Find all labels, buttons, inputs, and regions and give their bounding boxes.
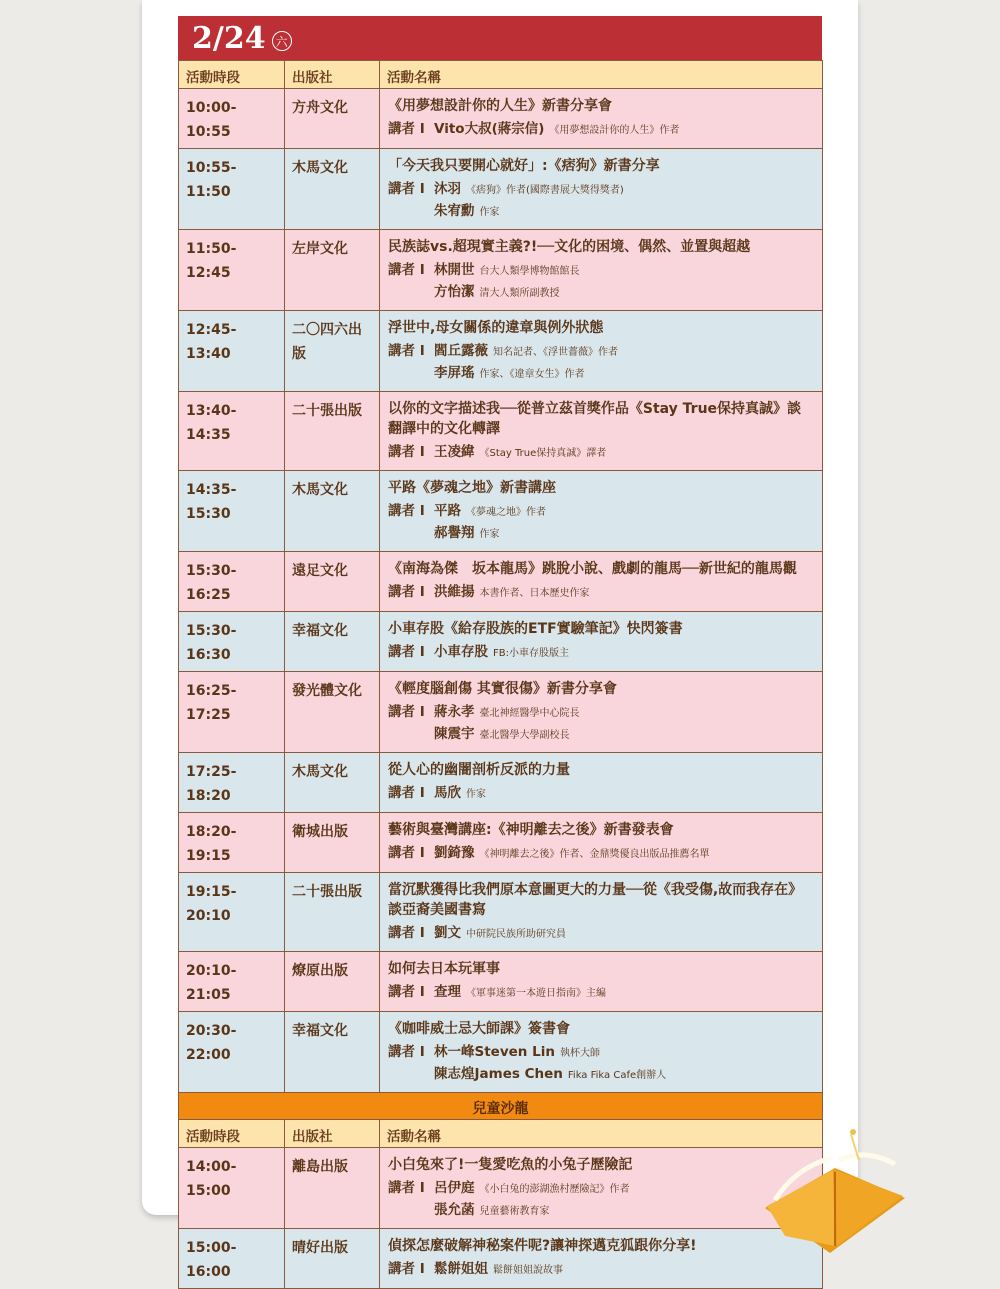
speaker-desc: 台大人類學博物館館長 (479, 266, 580, 277)
speaker-label: 講者 I (388, 503, 425, 519)
speaker-label: 講者 I (388, 984, 425, 1000)
event-title: 《輕度腦創傷 其實很傷》新書分享會 (388, 681, 617, 697)
speaker-line (388, 201, 814, 223)
speaker-line (388, 341, 814, 363)
speaker-line (388, 923, 814, 945)
speaker-desc: 臺北醫學大學副校長 (479, 730, 570, 741)
event-publisher: 幸福文化 (285, 612, 380, 672)
event-time: 17:25-18:20 (179, 753, 285, 813)
event-title: 當沉默獲得比我們原本意圖更大的力量──從《我受傷,故而我存在》談亞裔美國書寫 (388, 882, 803, 918)
schedule-table (178, 60, 823, 1289)
event-activity (380, 471, 823, 552)
event-title: 從人心的幽闇剖析反派的力量 (388, 762, 570, 778)
speaker-desc: 《軍事迷第一本遊日指南》主編 (466, 988, 606, 999)
event-publisher: 二十張出版 (285, 873, 380, 952)
speaker-name: 小車存股 (434, 644, 488, 660)
speaker-name: 呂伊庭 (434, 1180, 475, 1196)
speaker-line (388, 1064, 814, 1086)
event-time: 15:00-16:00 (179, 1229, 285, 1289)
event-time: 20:10-21:05 (179, 952, 285, 1012)
speaker-label: 講者 I (388, 343, 425, 359)
event-publisher: 二十張出版 (285, 392, 380, 471)
speaker-name: 劉文 (434, 925, 461, 941)
speaker-name: 張允菡 (434, 1202, 475, 1218)
speaker-line (388, 501, 814, 523)
speaker-line (388, 1259, 814, 1281)
speaker-name: 林一峰Steven Lin (434, 1044, 555, 1060)
speaker-name: 郝譽翔 (434, 525, 475, 541)
weekday-badge: 六 (272, 31, 292, 51)
speaker-desc: 作家 (479, 529, 500, 540)
event-title: 藝術與臺灣講座:《神明離去之後》新書發表會 (388, 822, 674, 838)
table-row (179, 471, 823, 552)
event-title: 「今天我只要開心就好」:《痞狗》新書分享 (388, 158, 660, 174)
table-row (179, 952, 823, 1012)
event-activity (380, 392, 823, 471)
event-time: 14:35-15:30 (179, 471, 285, 552)
event-publisher: 方舟文化 (285, 89, 380, 149)
speaker-label: 講者 I (388, 785, 425, 801)
speaker-label: 講者 I (388, 704, 425, 720)
table-row (179, 89, 823, 149)
speaker-label: 講者 I (388, 444, 425, 460)
speaker-desc: 鬆餅姐姐說故事 (493, 1265, 563, 1276)
table-row (179, 612, 823, 672)
event-time: 16:25-17:25 (179, 672, 285, 753)
open-book-icon (755, 1128, 915, 1258)
speaker-line (388, 282, 814, 304)
speaker-desc: 知名記者、《浮世薔薇》作者 (493, 347, 618, 358)
speaker-label: 講者 I (388, 121, 425, 137)
speaker-line (388, 1178, 814, 1200)
event-title: 平路《夢魂之地》新書講座 (388, 480, 556, 496)
event-activity (380, 612, 823, 672)
event-activity (380, 89, 823, 149)
event-publisher: 木馬文化 (285, 471, 380, 552)
speaker-label: 講者 I (388, 925, 425, 941)
speaker-desc: 清大人類所副教授 (479, 288, 560, 299)
event-time: 20:30-22:00 (179, 1012, 285, 1093)
speaker-name: 查理 (434, 984, 461, 1000)
speaker-line (388, 843, 814, 865)
speaker-name: 洪維揚 (434, 584, 475, 600)
event-activity (380, 753, 823, 813)
speaker-label: 講者 I (388, 845, 425, 861)
table-row (179, 1012, 823, 1093)
speaker-desc: 臺北神經醫學中心院長 (479, 708, 580, 719)
event-publisher: 左岸文化 (285, 230, 380, 311)
table-row (179, 552, 823, 612)
speaker-desc: 兒童藝術教育家 (479, 1206, 550, 1217)
event-time: 15:30-16:25 (179, 552, 285, 612)
table-row (179, 1148, 823, 1229)
table-row (179, 392, 823, 471)
event-title: 如何去日本玩軍事 (388, 961, 500, 977)
speaker-line (388, 1042, 814, 1064)
speaker-desc: 中研院民族所助研究員 (466, 929, 566, 940)
speaker-name: 陳志煌James Chen (434, 1066, 563, 1082)
table-row (179, 230, 823, 311)
speaker-label: 講者 I (388, 1044, 425, 1060)
schedule-content (178, 16, 822, 1289)
event-publisher: 遠足文化 (285, 552, 380, 612)
speaker-line (388, 783, 814, 805)
speaker-desc: 《Stay True保持真誠》譯者 (479, 448, 607, 459)
schedule-body (179, 61, 823, 1289)
table-header-row (179, 61, 823, 89)
speaker-line (388, 724, 814, 746)
speaker-name: 朱宥勳 (434, 203, 475, 219)
event-time: 18:20-19:15 (179, 813, 285, 873)
date-text: 2/24 (192, 20, 266, 56)
header-time: 活動時段 (179, 1120, 285, 1148)
speaker-name: 平路 (434, 503, 461, 519)
speaker-name: 劉錡豫 (434, 845, 475, 861)
event-activity (380, 230, 823, 311)
speaker-name: 閻丘露薇 (434, 343, 488, 359)
speaker-line (388, 642, 814, 664)
header-activity: 活動名稱 (380, 1120, 823, 1148)
speaker-line (388, 582, 814, 604)
table-row (179, 753, 823, 813)
speaker-label: 講者 I (388, 1180, 425, 1196)
speaker-line (388, 702, 814, 724)
speaker-name: 馬欣 (434, 785, 461, 801)
speaker-name: Vito大叔(蔣宗信) (434, 121, 545, 137)
event-time: 15:30-16:30 (179, 612, 285, 672)
event-time: 14:00-15:00 (179, 1148, 285, 1229)
event-activity (380, 311, 823, 392)
speaker-label: 講者 I (388, 1261, 425, 1277)
speaker-desc: 《神明離去之後》作者、金鼎獎優良出版品推薦名單 (479, 849, 710, 860)
event-publisher: 離島出版 (285, 1148, 380, 1229)
speaker-desc: 執杯大師 (559, 1048, 600, 1059)
event-time: 13:40-14:35 (179, 392, 285, 471)
event-publisher: 衛城出版 (285, 813, 380, 873)
speaker-line (388, 523, 814, 545)
speaker-name: 李屏瑤 (434, 365, 475, 381)
speaker-desc: Fika Fika Cafe創辦人 (567, 1070, 667, 1081)
speaker-desc: FB:小車存股版主 (493, 648, 569, 659)
speaker-name: 鬆餅姐姐 (434, 1261, 488, 1277)
event-publisher: 晴好出版 (285, 1229, 380, 1289)
event-title: 小車存股《給存股族的ETF實驗筆記》快閃簽書 (388, 621, 683, 637)
event-activity (380, 1012, 823, 1093)
event-time: 10:00-10:55 (179, 89, 285, 149)
event-time: 11:50-12:45 (179, 230, 285, 311)
speaker-name: 方怡潔 (434, 284, 475, 300)
table-header-row (179, 1120, 823, 1148)
event-activity (380, 952, 823, 1012)
speaker-line (388, 119, 814, 141)
speaker-desc: 本書作者、日本歷史作家 (479, 588, 590, 599)
table-row (179, 813, 823, 873)
header-activity: 活動名稱 (380, 61, 823, 89)
event-title: 《用夢想設計你的人生》新書分享會 (388, 98, 612, 114)
table-row (179, 311, 823, 392)
speaker-line (388, 363, 814, 385)
event-time: 19:15-20:10 (179, 873, 285, 952)
event-publisher: 木馬文化 (285, 149, 380, 230)
event-title: 偵探怎麼破解神秘案件呢?讓神探邁克狐跟你分享! (388, 1238, 697, 1254)
speaker-line (388, 1200, 814, 1222)
speaker-desc: 《用夢想設計你的人生》作者 (549, 125, 680, 136)
speaker-line (388, 260, 814, 282)
schedule-card (142, 0, 858, 1280)
event-time: 12:45-13:40 (179, 311, 285, 392)
speaker-line (388, 179, 814, 201)
event-title: 小白兔來了!一隻愛吃魚的小兔子歷險記 (388, 1157, 633, 1173)
speaker-desc: 作家、《違章女生》作者 (479, 369, 585, 380)
speaker-label: 講者 I (388, 584, 425, 600)
speaker-name: 王凌緯 (434, 444, 475, 460)
kids-section-title: 兒童沙龍 (179, 1093, 823, 1120)
speaker-label: 講者 I (388, 262, 425, 278)
event-activity (380, 552, 823, 612)
event-activity (380, 873, 823, 952)
event-publisher: 木馬文化 (285, 753, 380, 813)
event-title: 《咖啡威士忌大師課》簽書會 (388, 1021, 570, 1037)
speaker-name: 陳震宇 (434, 726, 475, 742)
speaker-name: 蔣永孝 (434, 704, 475, 720)
event-title: 浮世中,母女關係的違章與例外狀態 (388, 320, 604, 336)
event-time: 10:55-11:50 (179, 149, 285, 230)
speaker-desc: 作家 (466, 789, 486, 800)
event-publisher: 燎原出版 (285, 952, 380, 1012)
event-title: 《南海為傑 坂本龍馬》跳脫小說、戲劇的龍馬──新世紀的龍馬觀 (388, 561, 797, 577)
speaker-name: 沐羽 (434, 181, 461, 197)
event-publisher: 幸福文化 (285, 1012, 380, 1093)
event-title: 民族誌vs.超現實主義?!──文化的困境、偶然、並置與超越 (388, 239, 751, 255)
speaker-desc: 《小白兔的澎湖漁村歷險記》作者 (479, 1184, 630, 1195)
speaker-desc: 《痞狗》作者(國際書展大獎得獎者) (466, 185, 624, 196)
event-publisher: 二〇四六出版 (285, 311, 380, 392)
speaker-line (388, 982, 814, 1004)
speaker-desc: 作家 (479, 207, 500, 218)
speaker-desc: 《夢魂之地》作者 (466, 507, 546, 518)
event-title: 以你的文字描述我──從普立茲首獎作品《Stay True保持真誠》談翻譯中的文化轉譯 (388, 401, 802, 437)
event-activity (380, 813, 823, 873)
kids-section-header (179, 1093, 823, 1120)
header-time: 活動時段 (179, 61, 285, 89)
table-row (179, 672, 823, 753)
speaker-line (388, 442, 814, 464)
event-activity (380, 149, 823, 230)
speaker-name: 林開世 (434, 262, 475, 278)
event-activity (380, 672, 823, 753)
header-publisher: 出版社 (285, 1120, 380, 1148)
table-row (179, 873, 823, 952)
speaker-label: 講者 I (388, 644, 425, 660)
header-publisher: 出版社 (285, 61, 380, 89)
date-header (178, 16, 822, 60)
speaker-label: 講者 I (388, 181, 425, 197)
table-row (179, 149, 823, 230)
event-publisher: 發光體文化 (285, 672, 380, 753)
